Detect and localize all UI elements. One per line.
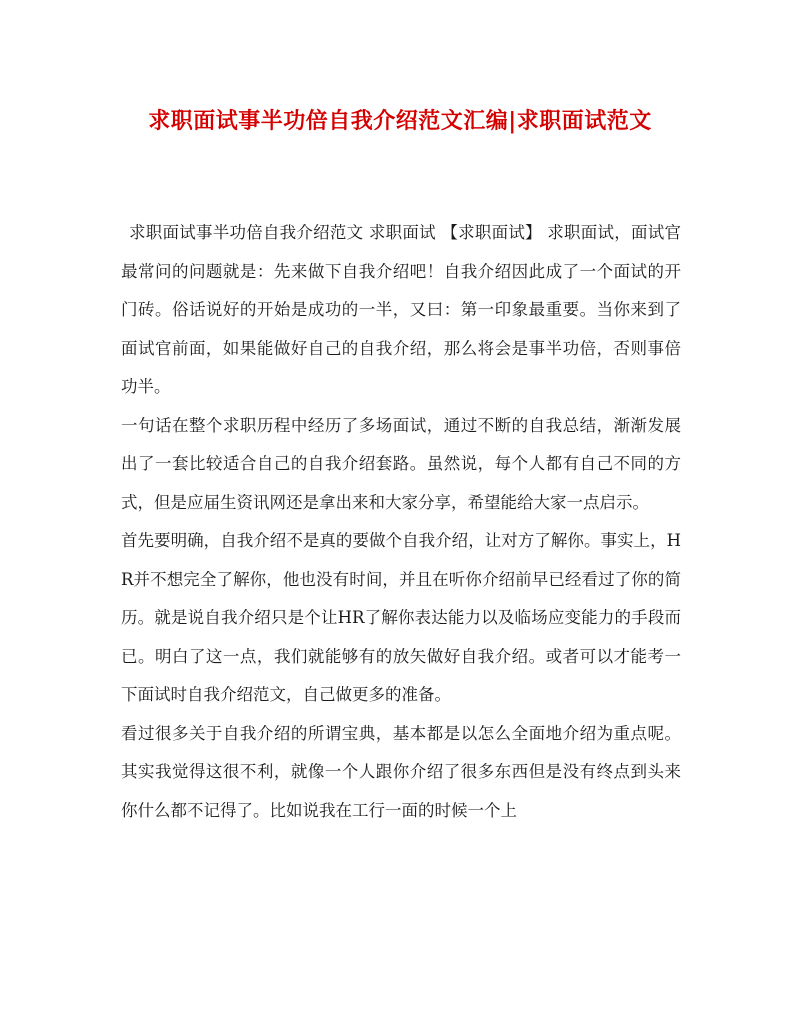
paragraph-purpose: 首先要明确，自我介绍不是真的要做个自我介绍，让对方了解你。事实上，HR并不想完全了解你，他也没有时间，并且在听你介绍前早已经看过了你的简历。就是说自我介绍只是个让HR了解你表达能力以及临场应变能力的手段而已。明白了这一点，我们就能够有的放矢做好自我介绍。或者可以才能考一下面试时自我介绍范文，自己做更多的准备。 [121, 531, 681, 704]
document-body [121, 214, 681, 830]
document-title: 求职面试事半功倍自我介绍范文汇编|求职面试范文 [148, 108, 652, 134]
paragraph-intro: 求职面试事半功倍自我介绍范文 求职面试 【求职面试】 求职面试，面试官最常问的问题就是：先来做下自我介绍吧！自我介绍因此成了一个面试的开门砖。俗话说好的开始是成功的一半，又曰：第一印象最重要。当你来到了面试官前面，如果能做好自己的自我介绍，那么将会是事半功倍，否则事倍功半。 [121, 223, 681, 396]
paragraph-advice: 看过很多关于自我介绍的所谓宝典，基本都是以怎么全面地介绍为重点呢。其实我觉得这很不利，就像一个人跟你介绍了很多东西但是没有终点到头来你什么都不记得了。比如说我在工行一面的时候一个上 [121, 723, 681, 820]
paragraph-experience: 一句话在整个求职历程中经历了多场面试，通过不断的自我总结，渐渐发展出了一套比较适合自己的自我介绍套路。虽然说，每个人都有自己不同的方式，但是应届生资讯网还是拿出来和大家分享，希望能给大家一点启示。 [121, 415, 681, 512]
